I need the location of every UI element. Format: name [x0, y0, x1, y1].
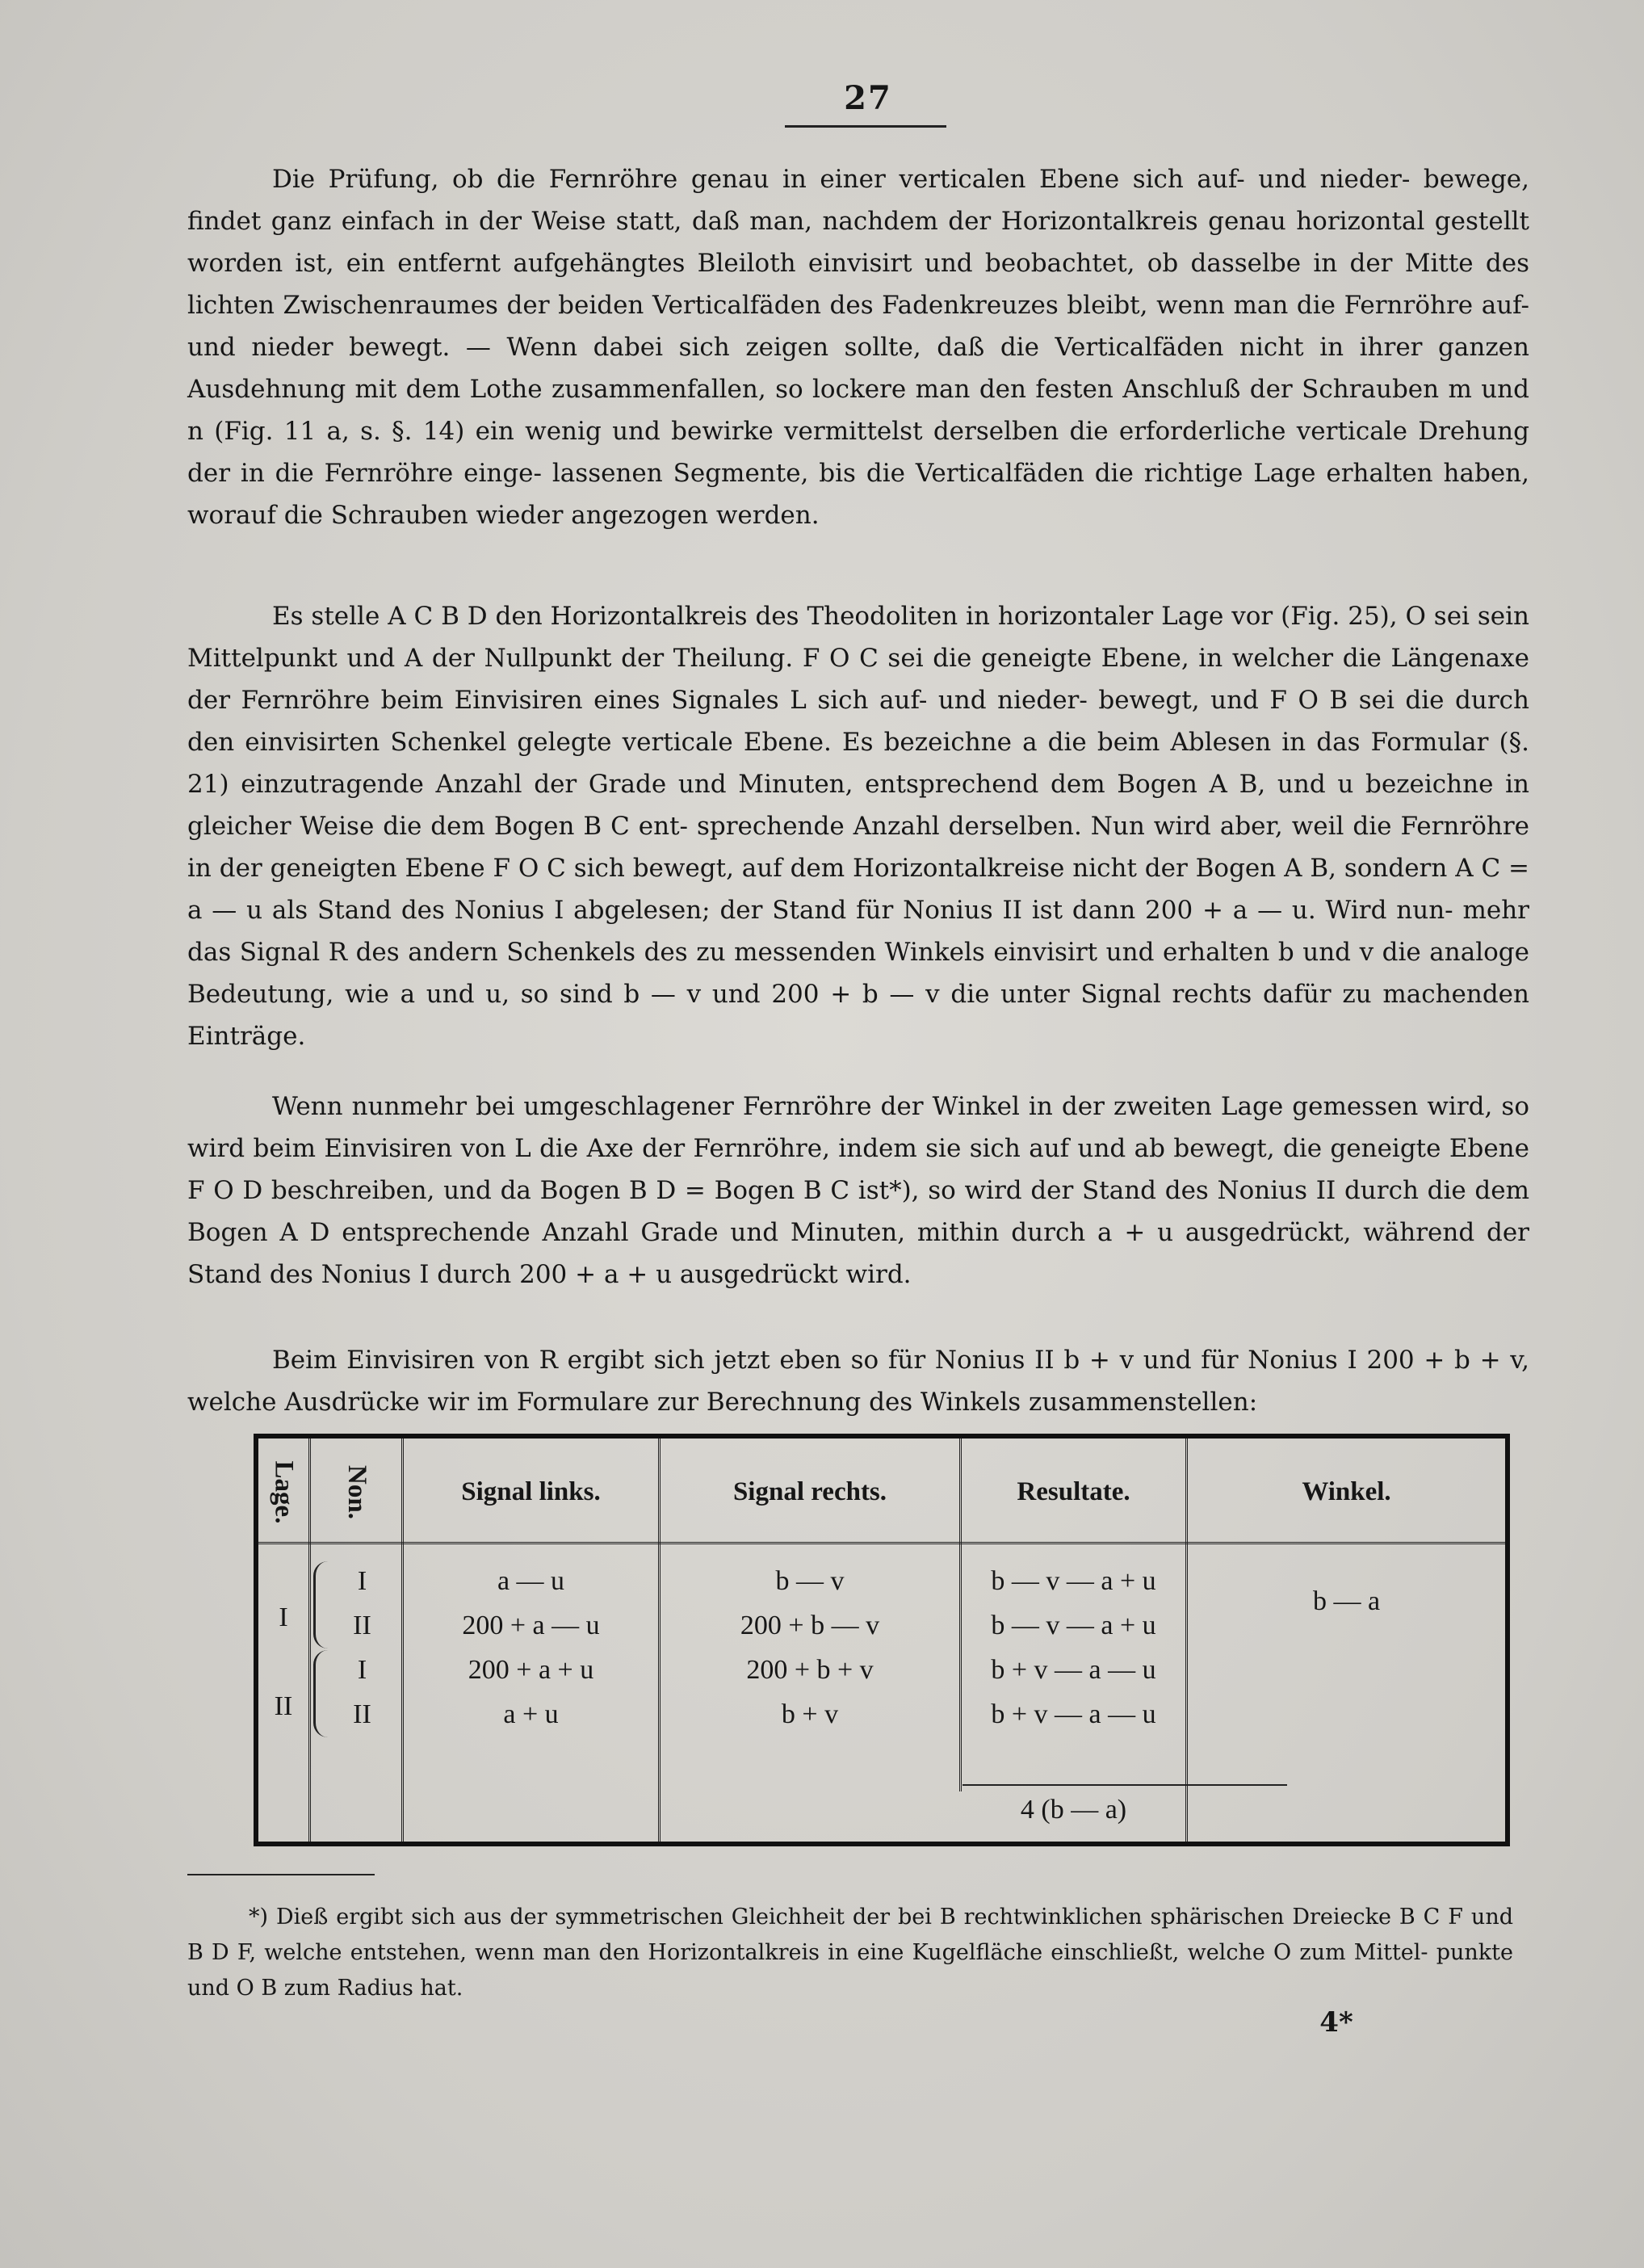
header-signal-rechts: Signal rechts.	[732, 1476, 887, 1506]
header-signal-links: Signal links.	[461, 1476, 601, 1506]
resultat-value: b + v — a — u	[991, 1699, 1156, 1729]
nonius-value: II	[353, 1699, 371, 1729]
paragraph-3	[187, 1086, 1529, 1296]
paragraph-text: Die Prüfung, ob die Fernröhre genau in einer verticalen Ebene sich auf- und nieder- bewege, findet ganz einfach in der Weise statt, daß man, nachdem der Horizontalkreis genau horizontal gestellt worden ist, ein entfernt aufgehängtes Bleiloth einvisirt und beobachtet, ob dasselbe in der Mitte des lichten Zwischenraumes der beiden Verticalfäden des Fadenkreuzes bleibt, wenn man die Fernröhre auf- und nieder bewegt. — Wenn dabei sich zeigen sollte, daß die Verticalfäden nicht in ihrer ganzen Ausdehnung mit dem Lothe zusammenfallen, so lockere man den festen Anschluß der Schrauben m und n (Fig. 11 a, s. §. 14) ein wenig und bewirke vermittelst derselben die erforderliche verticale Drehung der in die Fernröhre einge- lassenen Segmente, bis die Verticalfäden die richtige Lage erhalten haben, worauf die Schrauben wieder angezogen werden.	[187, 165, 1529, 530]
sum-rule	[962, 1784, 1287, 1786]
header-resultate: Resultate.	[1017, 1476, 1130, 1506]
page-number: 27	[844, 79, 892, 117]
nonius-value: II	[353, 1611, 371, 1640]
lage-value: I	[279, 1602, 288, 1632]
lage-value: II	[274, 1691, 293, 1721]
winkel-value: b — a	[1312, 1586, 1381, 1616]
header-winkel: Winkel.	[1302, 1476, 1391, 1506]
nonius-value: I	[357, 1655, 367, 1685]
paragraph-4	[187, 1339, 1529, 1423]
footnote-rule	[187, 1874, 375, 1875]
footnote-text: *) Dieß ergibt sich aus der symmetrischen Gleichheit der bei B rechtwinklichen sphärischen Dreiecke B C F und B D F, welche entstehen, wenn man den Horizontalkreis in eine Kugelfläche einschließt, welche O zum Mittel- punkte und O B zum Radius hat.	[187, 1905, 1513, 2001]
signature-mark: 4*	[1319, 2006, 1353, 2039]
resultat-value: b — v — a + u	[991, 1566, 1156, 1596]
resultat-sum: 4 (b — a)	[1020, 1795, 1127, 1825]
header-lage: Lage.	[269, 1460, 299, 1523]
resultat-value: b + v — a — u	[991, 1655, 1156, 1685]
paragraph-text: Beim Einvisiren von R ergibt sich jetzt eben so für Nonius II b + v und für Nonius I 200 + b + v, welche Ausdrücke wir im Formulare zur Berechnung des Winkels zusammenstellen:	[187, 1346, 1529, 1417]
signal-rechts-value: b — v	[775, 1566, 845, 1596]
nonius-value: I	[357, 1566, 367, 1596]
signal-rechts-value: 200 + b — v	[740, 1611, 880, 1640]
signal-links-value: a + u	[503, 1699, 559, 1729]
signal-links-value: 200 + a + u	[468, 1655, 594, 1685]
signal-links-value: a — u	[497, 1566, 565, 1596]
paragraph-text: Wenn nunmehr bei umgeschlagener Fernröhre der Winkel in der zweiten Lage gemessen wird, so wird beim Einvisiren von L die Axe der Fernröhre, indem sie sich auf und ab bewegt, die geneigte Ebene F O D beschreiben, und da Bogen B D = Bogen B C ist*), so wird der Stand des Nonius II durch die dem Bogen A D entsprechende Anzahl Grade und Minuten, mithin durch a + u ausgedrückt, während der Stand des Nonius I durch 200 + a + u ausgedrückt wird.	[187, 1092, 1529, 1289]
paragraph-1	[187, 158, 1529, 536]
paragraph-2	[187, 595, 1529, 1057]
resultat-value: b — v — a + u	[991, 1611, 1156, 1640]
signal-links-value: 200 + a — u	[462, 1611, 600, 1640]
signal-rechts-value: b + v	[781, 1699, 839, 1729]
header-rule	[785, 125, 946, 128]
paragraph-text: Es stelle A C B D den Horizontalkreis des Theodoliten in horizontaler Lage vor (Fig. 25), O sei sein Mittelpunkt und A der Nullpunkt der Theilung. F O C sei die geneigte Ebene, in welcher die Längenaxe der Fernröhre beim Einvisiren eines Signales L sich auf- und nieder- bewegt, und F O B sei die durch den einvisirten Schenkel gelegte verticale Ebene. Es bezeichne a die beim Ablesen in das Formular (§. 21) einzutragende Anzahl der Grade und Minuten, entsprechend dem Bogen A B, und u bezeichne in gleicher Weise die dem Bogen B C ent- sprechende Anzahl derselben. Nun wird aber, weil die Fernröhre in der geneigten Ebene F O C sich bewegt, auf dem Horizontalkreise nicht der Bogen A B, sondern A C = a — u als Stand des Nonius I abgelesen; der Stand für Nonius II ist dann 200 + a — u. Wird nun- mehr das Signal R des andern Schenkels des zu messenden Winkels einvisirt und erhalten b und v die analoge Bedeutung, wie a und u, so sind b — v und 200 + b — v die unter Signal rechts dafür zu machenden Einträge.	[187, 602, 1529, 1051]
header-nonius: Non.	[342, 1464, 371, 1519]
angle-formular-table	[254, 1434, 1510, 1846]
footnote	[187, 1900, 1513, 2006]
signal-rechts-value: 200 + b + v	[746, 1655, 874, 1685]
